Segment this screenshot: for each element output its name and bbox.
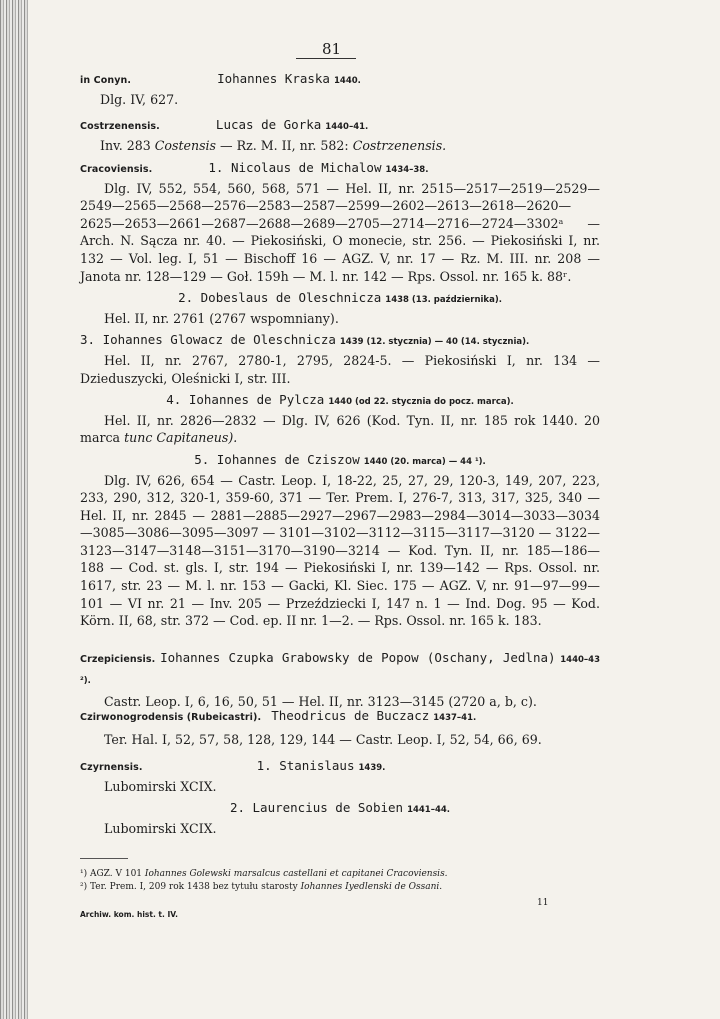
- locality-label: Czirwonogrodensis (Rubeicastri).: [80, 712, 262, 723]
- footnote-2: [80, 881, 580, 893]
- references: Ter. Hal. I, 52, 57, 58, 128, 129, 144 — Castr. Leop. I, 52, 54, 66, 69.: [104, 731, 542, 747]
- years: 1437–41.: [433, 713, 477, 723]
- ref-text: Hel. II, nr. 2826—2832 — Dlg. IV, 626 (Kod. Tyn. II, nr. 185 rok 1440. 20 marca: [80, 412, 600, 446]
- person-name: 3. Iohannes Glowacz de Oleschnicza: [80, 332, 336, 348]
- person-name: 5. Iohannes de Cziszow: [194, 451, 360, 467]
- page-number-rule: [296, 58, 356, 59]
- person-name: 1. Nicolaus de Michalow: [208, 160, 382, 175]
- locality-label: in Conyn.: [80, 75, 132, 86]
- entry-crzepiciensis: [80, 649, 600, 711]
- references: Dlg. IV, 626, 654 — Castr. Leop. I, 18-22, 25, 27, 29, 120-3, 149, 207, 223, 233, 290, 312, 320-1, 359-60, 371 — Ter. Prem. I, 276-7, 313, 317, 325, 340 — Hel. II, nr. 2845 — 2881—2885—2927—2967—2983—2984—3014—3033—3034—3085—3086—3095—3097 — 3101—3102—3112—3115—3117—3120 — 3122—3123—3147—3148—3151—3170—3190—3214 — Kod. Tyn. II, nr. 185—186—188 — Cod. st. gls. I, str. 194 — Piekosiński I, nr. 139—142 — Rps. Ossol. nr. 1617, str. 23 — M. l. nr. 153 — Gacki, Kl. Siec. 175 — AGZ. V, nr. 91—97—99—101 — VI nr. 21 — Inv. 205 — Przeździecki I, 147 n. 1 — Ind. Dog. 95 — Kod. Körn. II, 68, str. 372 — Cod. ep. II nr. 1—2. — Rps. Ossol. nr. 165 k. 183.: [80, 472, 600, 629]
- locality-label: Cracoviensis.: [80, 164, 153, 175]
- person-name: Iohannes Czupka Grabowsky de Popow (Oschany, Jedlna): [160, 650, 556, 665]
- references: [80, 137, 600, 155]
- references: Lubomirski XCIX.: [104, 820, 217, 836]
- person-name: 2. Laurencius de Sobien: [229, 800, 404, 816]
- references: Dlg. IV, 627.: [100, 91, 179, 107]
- locality-label: Crzepiciensis.: [80, 654, 156, 665]
- years: 1440–43 ²).: [80, 655, 600, 686]
- footnote-1: [80, 868, 580, 880]
- years: 1440.: [333, 76, 361, 86]
- years: 1440 (20. marca) — 44 ¹).: [363, 456, 486, 467]
- locality-label: Costrzenensis.: [80, 121, 160, 132]
- person-name: Iohannes Kraska: [217, 71, 330, 86]
- references: Lubomirski XCIX.: [104, 778, 217, 794]
- ref-italic: Costensis: [154, 137, 217, 153]
- entry-czyrnensis: [80, 757, 600, 837]
- entry-czirwonogrodensis: [80, 707, 600, 748]
- footnote-text: ¹) AGZ. V 101: [80, 869, 143, 879]
- years: 1439 (12. stycznia) — 40 (14. stycznia).: [339, 337, 530, 348]
- references: Castr. Leop. I, 6, 16, 50, 51 — Hel. II, nr. 3123—3145 (2720 a, b, c).: [104, 694, 537, 710]
- footnote-rule: [80, 858, 128, 859]
- ref-text: — Rz. M. II, nr. 582:: [220, 137, 349, 153]
- years: 1441–44.: [407, 805, 451, 816]
- ref-italic: Costrzenensis.: [352, 137, 447, 153]
- person-name: 1. Stanislaus: [256, 758, 355, 773]
- footnote-italic: Iohannes Iyedlenski de Ossani.: [300, 882, 443, 892]
- page-number: 81: [322, 40, 342, 58]
- references: Hel. II, nr. 2761 (2767 wspomniany).: [104, 310, 339, 326]
- references: Dlg. IV, 552, 554, 560, 568, 571 — Hel. II, nr. 2515—2517—2519—2529—2549—2565—2568—2576—2583—2587—2599—2602—2613—2618—2620—2625—2653—2661—2687—2688—2689—2705—2714—2716—2724—3302ᵃ — Arch. N. Sącza nr. 40. — Piekosiński, O monecie, str. 256. — Piekosiński I, nr. 132 — Vol. leg. I, 51 — Bischoff 16 — AGZ. V, nr. 17 — Rz. M. III. nr. 208 — Janota nr. 128—129 — Goł. 159h — M. l. nr. 142 — Rps. Ossol. nr. 165 k. 88ʳ.: [80, 180, 600, 284]
- signature-mark: Archiw. kom. hist. t. IV.: [80, 910, 178, 919]
- person-name: 4. Iohannes de Pylcza: [166, 392, 325, 408]
- footnote-italic: Iohannes Golewski marsalcus castellani et capitanei Cracoviensis.: [144, 869, 448, 879]
- entry-cracoviensis: [80, 159, 600, 630]
- entry-conyn: [80, 70, 600, 108]
- entry-costrzenensis: [80, 116, 600, 154]
- years: 1434–38.: [385, 165, 429, 175]
- footnote-text: ²) Ter. Prem. I, 209 rok 1438 bez tytułu starosty: [80, 882, 298, 892]
- references: [80, 412, 600, 447]
- references: Hel. II, nr. 2767, 2780-1, 2795, 2824-5. — Piekosiński I, nr. 134 — Dzieduszycki, Oleśnicki I, str. III.: [80, 352, 600, 386]
- years: 1438 (13. października).: [385, 295, 502, 306]
- sheet-number: 11: [537, 898, 549, 908]
- person-name: Lucas de Gorka: [215, 117, 322, 132]
- ref-text: Inv. 283: [100, 137, 151, 153]
- years: 1440–41.: [325, 122, 369, 132]
- ref-italic: tunc Capitaneus).: [124, 430, 238, 446]
- locality-label: Czyrnensis.: [80, 762, 143, 773]
- years: 1439.: [358, 763, 386, 773]
- years: 1440 (od 22. stycznia do pocz. marca).: [328, 397, 514, 408]
- person-name: Theodricus de Buczacz: [271, 708, 430, 723]
- person-name: 2. Dobeslaus de Oleschnicza: [178, 290, 382, 306]
